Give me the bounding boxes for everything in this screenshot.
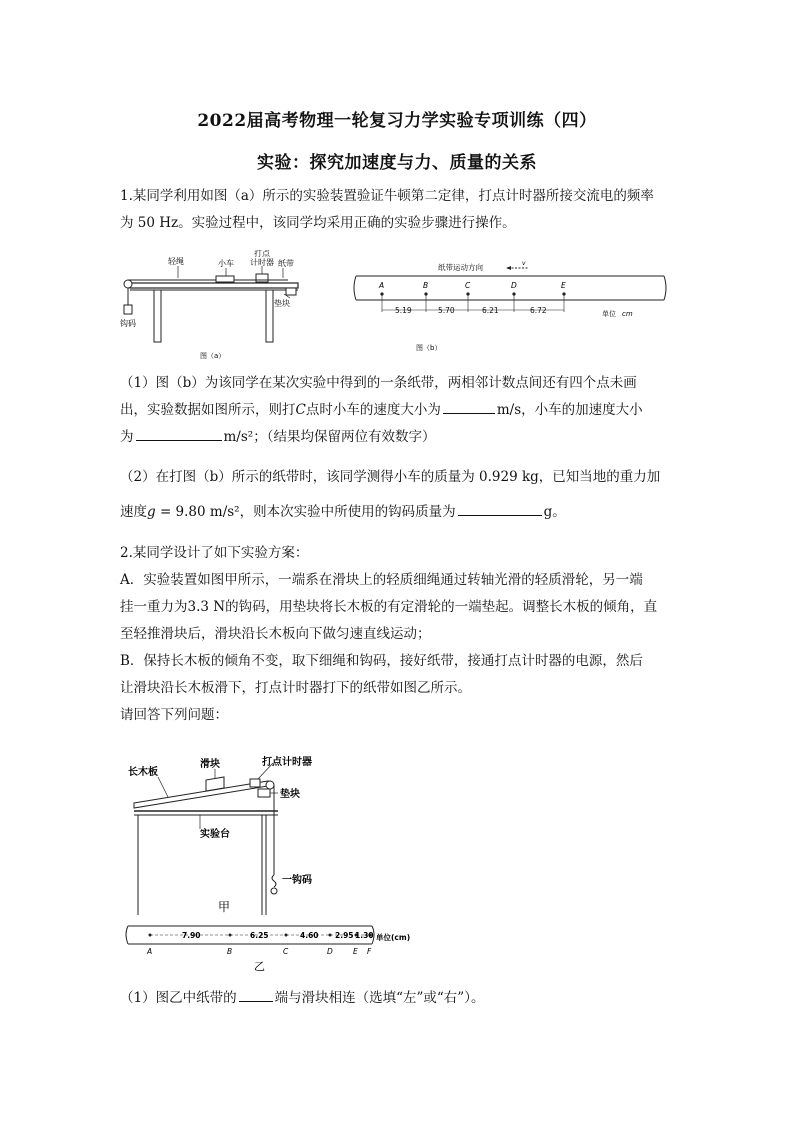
q2-sub1-text-a: （1）图乙中纸带的 [120,990,237,1006]
q1-intro [120,183,680,237]
q2-prompt: 请回答下列问题： [120,707,228,723]
figure-jia-label-block: 垫块 [280,789,300,800]
q2-sub1-text-b: 端与滑块相连（选填“左”或“右”）。 [274,990,485,1006]
figure-jia-label-slider: 滑块 [200,759,220,770]
tape-segment-label: 4.60 [300,931,319,940]
figure-jia-drawing [128,755,358,915]
q1-sub1-text-d: m/s²；（结果均保留两位有效数字） [223,429,436,445]
figure-a-label-weight: 钩码 [120,319,136,328]
q1-sub1-line1: （1）图（b）为该同学在某次实验中得到的一条纸带，两相邻计数点间还有四个点未画 [120,375,637,391]
q2-a-text-a: 挂一重力为 [120,599,188,615]
document-subtitle: 实验：探究加速度与力、质量的关系 [257,153,537,173]
answer-blank-tape-end[interactable] [239,987,273,1002]
figure-yi-caption: 乙 [254,960,265,973]
figure-b-velocity: v [522,260,526,267]
q2-a-line1: A．实验装置如图甲所示，一端系在滑块上的轻质细绳通过转轴光滑的轻质滑轮，另一端 [120,572,643,588]
tape-segment-label: 6.21 [482,306,499,315]
q1-sub2-line2 [120,499,680,526]
figure-a-label-rope: 轻绳 [168,257,184,266]
q1-sub2-var-g: g [147,504,156,520]
figure-b-caption: 图（b） [416,344,442,352]
figure-jia-caption: 甲 [218,900,231,914]
q1-sub1-var-c: C [295,402,306,418]
figure-a-label-tape: 纸带 [278,259,294,268]
tape-segment-label: 2.95 [335,931,354,940]
tape-segment-label: 1.30 [355,931,374,940]
direction-arrow-icon [506,266,511,270]
q1-sub2 [120,464,680,526]
tape-point-label: E [353,947,358,956]
q1-sub1-text-c: 为 [120,429,134,445]
tape-segment-label: 6.25 [250,931,269,940]
tape-segment-label: 7.90 [182,931,201,940]
answer-blank-mass[interactable] [458,501,542,516]
document-title: 2022届高考物理一轮复习力学实验专项训练（四） [197,111,597,131]
figure-b-drawing [352,258,672,358]
q1-sub2-text-a: 速度 [120,504,147,520]
q1-sub1-line3 [120,424,680,451]
q1-sub2-text-c: g。 [543,504,566,520]
figure-yi-unit: 单位(cm) [376,933,411,942]
q2-b-line1: B．保持长木板的倾角不变，取下细绳和钩码，接好纸带，接通打点计时器的电源，然后 [120,653,643,669]
tape-point-label: B [423,281,429,290]
tape-point-label: D [327,947,333,956]
figure-jia-label-board: 长木板 [128,767,158,778]
q2-intro: 2.某同学设计了如下实验方案： [120,545,309,561]
figure-jia-label-timer: 打点计时器 [262,757,312,768]
answer-blank-acceleration[interactable] [136,426,222,441]
figure-a-drawing [118,250,308,362]
tape-segment-label: 6.72 [530,306,547,315]
figure-jia-label-weight: 一钩码 [282,875,312,886]
figure-b-unit: cm [622,310,633,318]
q2-sub1 [120,985,680,1012]
figure-a-label-timer-2: 计时器 [250,258,274,267]
q2-a-weight-value: 3.3 N [187,599,226,615]
figure-a-caption: 图（a） [200,352,226,360]
q1-sub1-text-unit: m/s，小车的加速度大小 [496,402,643,418]
tape-point-label: D [511,281,517,290]
figure-jia [128,755,358,915]
tape-point-label: C [465,281,471,290]
tape-point-label: E [561,281,566,290]
tape-point-label: F [367,947,372,956]
figure-yi [120,922,440,974]
q1-sub1-line2 [120,397,680,424]
figure-b-unit-label: 单位 [602,310,616,318]
q2-b-line2: 让滑块沿长木板滑下，打点计时器打下的纸带如图乙所示。 [120,680,471,696]
tape-point-label: C [283,947,289,956]
answer-blank-velocity[interactable] [443,399,495,414]
figure-a [118,250,308,362]
q1-sub2-line1: （2）在打图（b）所示的纸带时，该同学测得小车的质量为 0.929 kg，已知当地的重力加 [120,469,661,485]
figure-b-direction-label: 纸带运动方向 [438,263,483,272]
tape-point-label: B [227,947,233,956]
q1-sub2-text-b: = 9.80 m/s²，则本次实验中所使用的钩码质量为 [155,504,456,520]
figure-b [352,258,672,358]
q2-a-line2 [120,594,680,621]
figure-yi-drawing [120,922,440,974]
q1-sub1 [120,370,680,451]
q1-sub1-text-b: 点时小车的速度大小为 [305,402,441,418]
q1-intro-line1: 1.某同学利用如图（a）所示的实验装置验证牛顿第二定律，打点计时器所接交流电的频率 [120,188,654,204]
q1-sub1-text-a: 出，实验数据如图所示，则打 [120,402,296,418]
figure-a-label-timer-1: 打点 [254,250,270,258]
figure-jia-label-table: 实验台 [200,829,230,840]
q2-a-line3: 至轻推滑块后，滑块沿长木板向下做匀速直线运动； [120,626,431,642]
tape-segment-label: 5.70 [438,306,455,315]
tape-point-label: A [147,947,153,956]
q1-intro-line2: 为 50 Hz。实验过程中，该同学均采用正确的实验步骤进行操作。 [120,215,516,231]
tape-segment-label: 5.19 [395,306,412,315]
figure-a-label-block: 垫块 [274,299,290,308]
tape-point-label: A [379,281,385,290]
q2-a-text-b: 的钩码，用垫块将长木板的有定滑轮的一端垫起。调整长木板的倾角，直 [225,599,658,615]
q2-text [120,540,680,729]
figure-a-label-cart: 小车 [218,259,234,268]
